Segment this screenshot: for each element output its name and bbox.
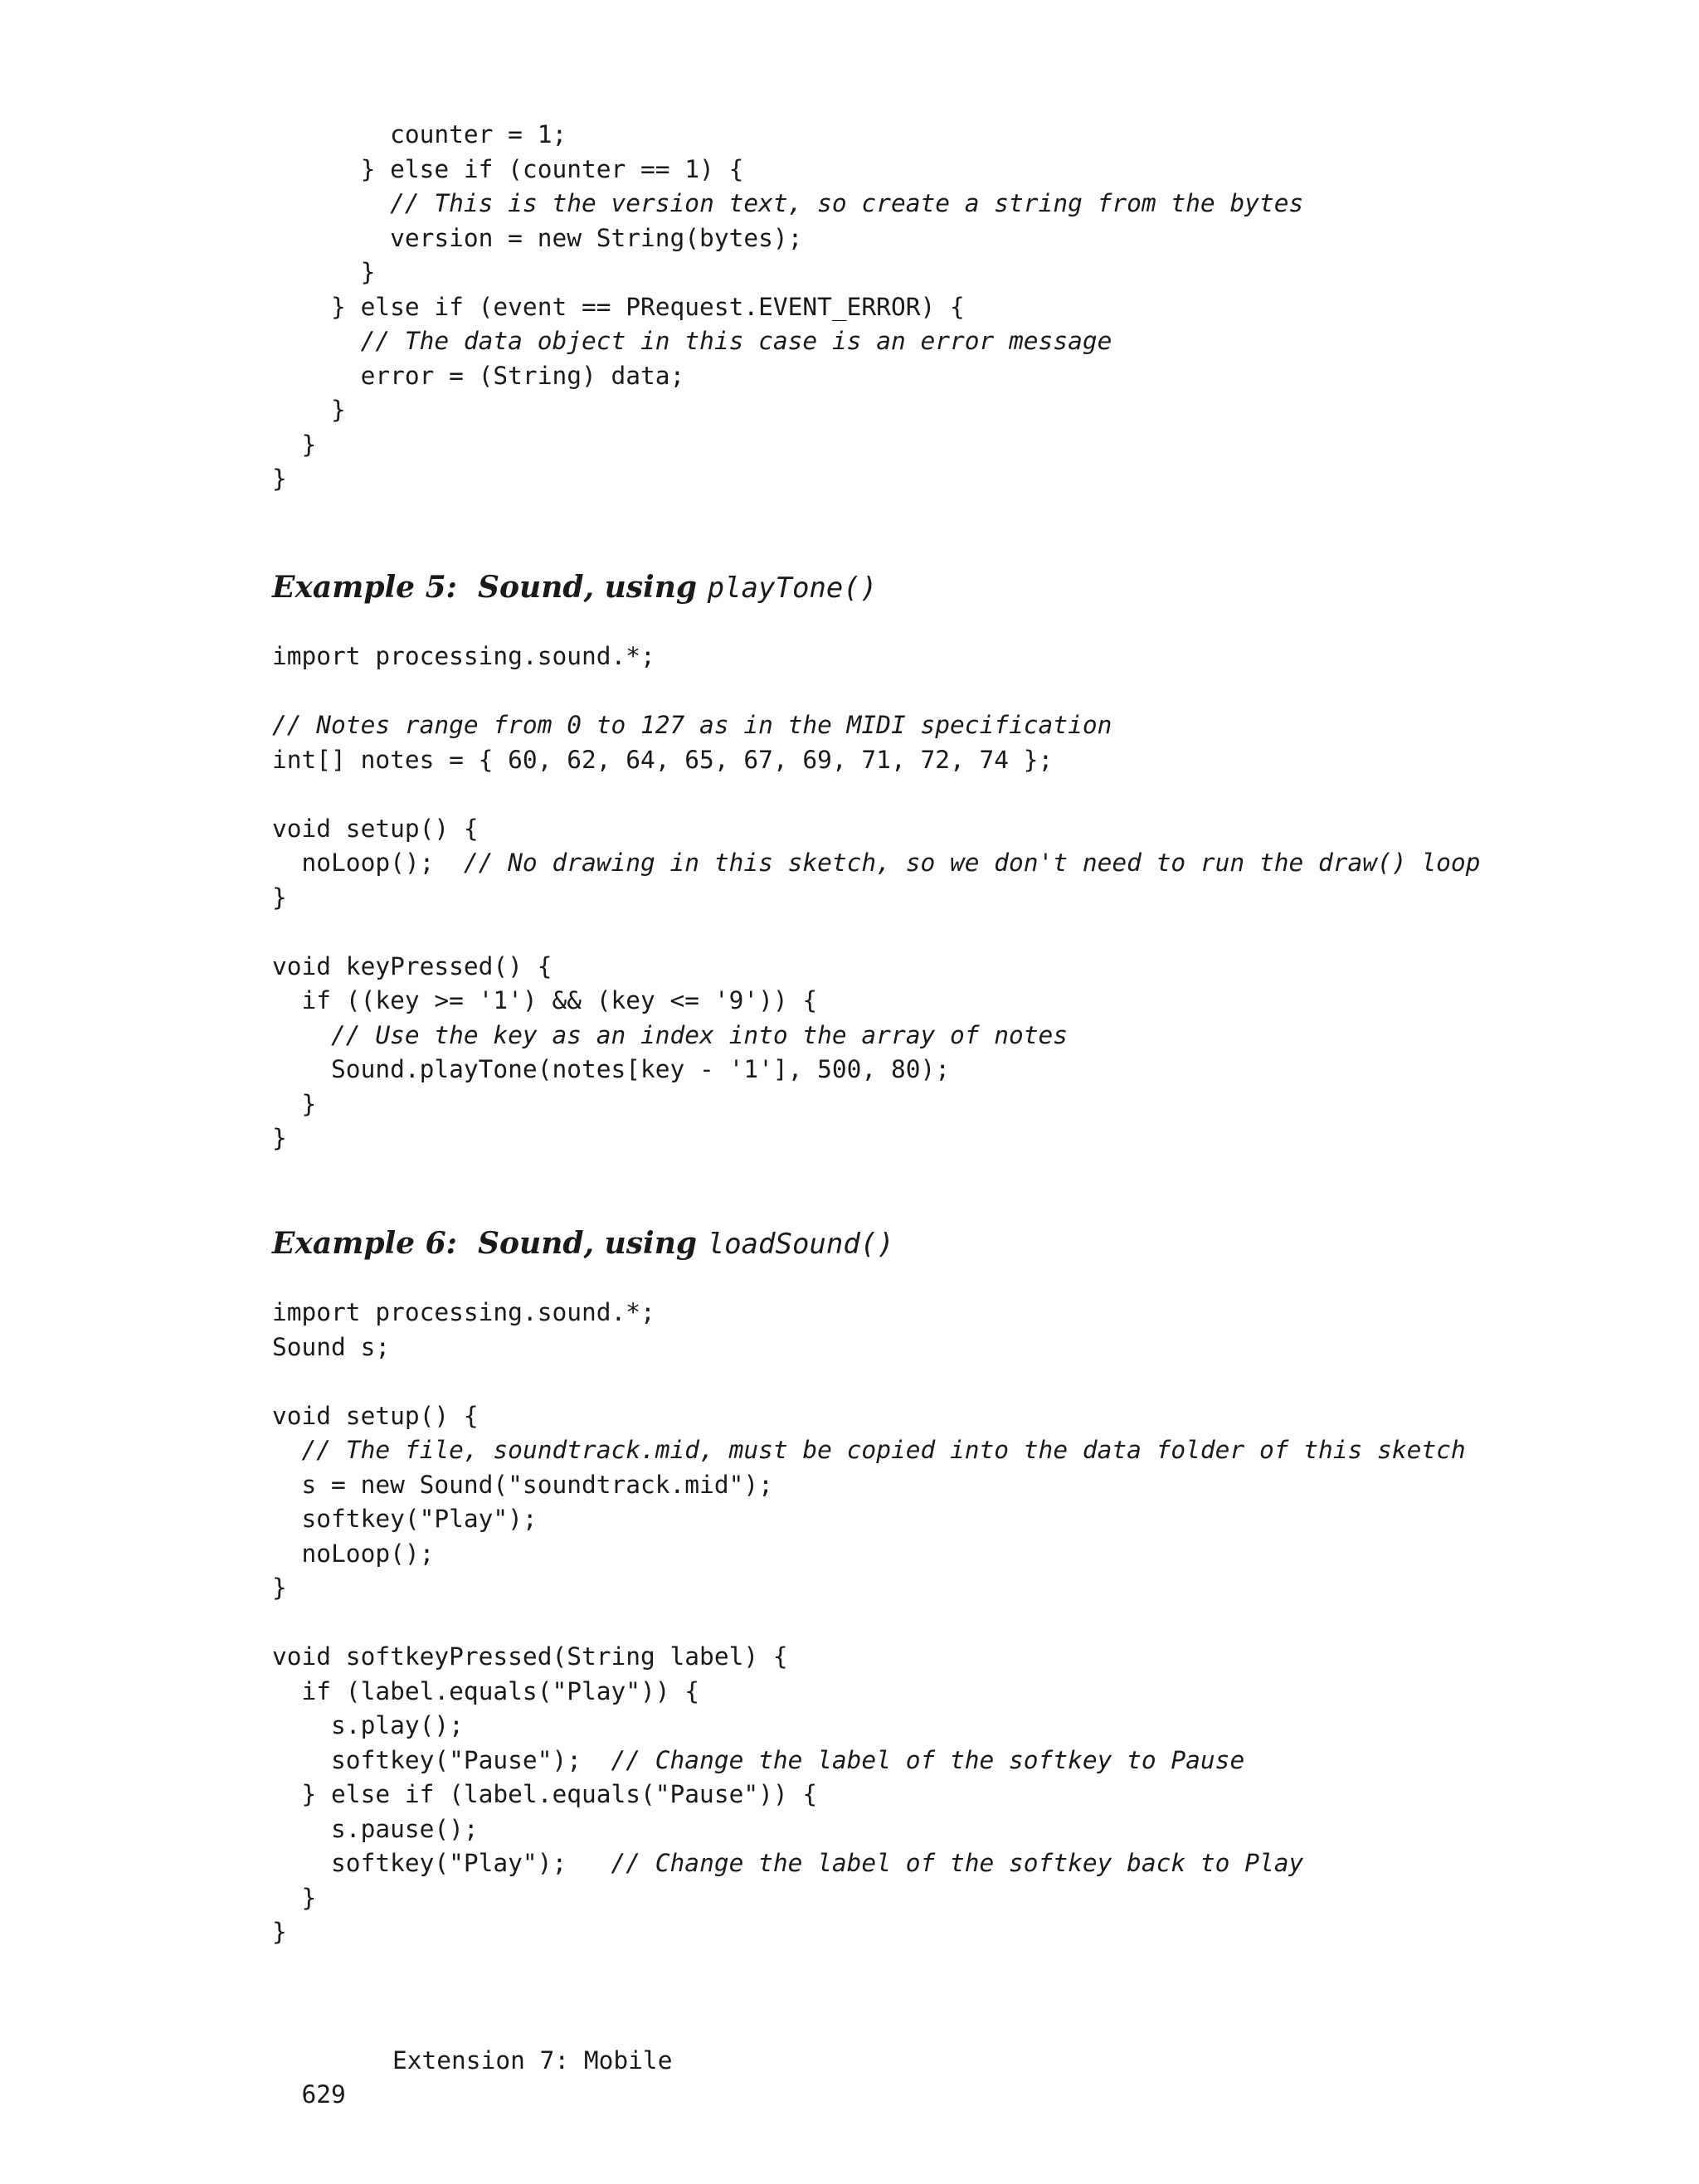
code-line [272, 255, 1303, 290]
code-text: softkey("Play"); [272, 1505, 538, 1533]
code-text: void keyPressed() { [272, 951, 553, 980]
code-block-continued [272, 118, 1303, 497]
code-comment: // Notes range from 0 to 127 as in the MIDI specification [272, 711, 1112, 739]
code-line [272, 984, 1480, 1019]
code-line [272, 393, 1303, 428]
code-text [272, 1436, 302, 1464]
code-line [272, 743, 1480, 778]
example-5-heading-function: playTone() [707, 572, 878, 605]
code-text [272, 327, 361, 355]
code-text: void softkeyPressed(String label) { [272, 1642, 788, 1671]
code-line [272, 1399, 1466, 1434]
code-text: int[] notes = { 60, 62, 64, 65, 67, 69, 71, 72, 74 }; [272, 745, 1054, 774]
code-text: s.play(); [272, 1711, 464, 1739]
code-line [272, 153, 1303, 187]
code-line [272, 915, 1480, 950]
code-text: } [272, 1883, 317, 1912]
code-text: } [272, 465, 287, 493]
code-line [272, 1087, 1480, 1122]
code-text: void setup() { [272, 1401, 479, 1430]
code-line [272, 674, 1480, 709]
code-line [272, 118, 1303, 153]
code-block-example-5 [272, 640, 1480, 1156]
code-text: if (label.equals("Play")) { [272, 1676, 700, 1705]
code-line [272, 777, 1480, 812]
code-text: Sound s; [272, 1332, 391, 1361]
code-text: } else if (event == PRequest.EVENT_ERROR) { [272, 292, 965, 321]
running-title: Extension 7: Mobile [392, 2046, 673, 2075]
example-6-heading [272, 1223, 894, 1264]
code-line [272, 1744, 1466, 1778]
code-text [272, 1021, 331, 1049]
code-line [272, 1812, 1466, 1847]
code-line [272, 324, 1303, 359]
code-text: } [272, 1124, 287, 1152]
code-line [272, 1364, 1466, 1399]
code-line [272, 1537, 1466, 1572]
code-text: import processing.sound.*; [272, 642, 655, 670]
example-6-heading-text: Example 6: Sound, using [272, 1226, 708, 1261]
code-line [272, 1675, 1466, 1710]
code-text: } [272, 1918, 287, 1946]
code-comment: // No drawing in this sketch, so we don't need to run the draw() loop [463, 849, 1481, 877]
code-comment: // This is the version text, so create a string from the bytes [390, 189, 1304, 217]
code-comment: // Use the key as an index into the array of notes [331, 1020, 1069, 1049]
page-footer [272, 2044, 673, 2146]
code-comment: // The data object in this case is an error message [360, 327, 1112, 355]
code-line [272, 881, 1480, 916]
page-number: 629 [301, 2080, 346, 2109]
code-text: } [272, 1574, 287, 1602]
code-text: Sound.playTone(notes[key - '1'], 500, 80); [272, 1055, 950, 1083]
code-line [272, 1778, 1466, 1812]
code-line [272, 846, 1480, 881]
code-line [272, 221, 1303, 256]
code-line [272, 1640, 1466, 1675]
code-text: } [272, 1089, 317, 1118]
code-line [272, 950, 1480, 985]
code-line [272, 1433, 1466, 1468]
code-line [272, 708, 1480, 743]
code-text: s = new Sound("soundtrack.mid"); [272, 1470, 773, 1499]
code-line [272, 187, 1303, 221]
code-text: softkey("Play"); [272, 1849, 611, 1877]
code-line [272, 1915, 1466, 1950]
code-line [272, 1121, 1480, 1156]
code-text: if ((key >= '1') && (key <= '9')) { [272, 986, 818, 1014]
code-block-example-6 [272, 1296, 1466, 1950]
code-text: error = (String) data; [272, 361, 685, 390]
code-line [272, 1846, 1466, 1881]
code-text: } [272, 396, 346, 424]
code-text: noLoop(); [272, 849, 464, 877]
code-line [272, 1571, 1466, 1606]
code-comment: // Change the label of the softkey to Pause [611, 1745, 1245, 1774]
example-6-heading-function: loadSound() [707, 1228, 894, 1261]
code-line [272, 1881, 1466, 1916]
code-text: softkey("Pause"); [272, 1745, 611, 1774]
code-comment: // Change the label of the softkey back to Play [611, 1849, 1304, 1877]
code-text: counter = 1; [272, 120, 567, 148]
code-line [272, 1709, 1466, 1744]
example-5-heading [272, 567, 877, 608]
code-line [272, 1019, 1480, 1053]
code-line [272, 290, 1303, 325]
code-line [272, 1296, 1466, 1330]
code-text: version = new String(bytes); [272, 223, 803, 252]
code-text: } [272, 883, 287, 912]
example-5-heading-text: Example 5: Sound, using [272, 570, 708, 605]
code-line [272, 640, 1480, 674]
code-line [272, 1053, 1480, 1087]
code-text: noLoop(); [272, 1539, 435, 1568]
code-text: import processing.sound.*; [272, 1298, 655, 1326]
code-line [272, 462, 1303, 497]
code-text: void setup() { [272, 814, 479, 843]
code-text [272, 189, 390, 217]
code-line [272, 1330, 1466, 1365]
code-line [272, 359, 1303, 394]
code-text: } else if (label.equals("Pause")) { [272, 1780, 818, 1808]
code-comment: // The file, soundtrack.mid, must be copied into the data folder of this sketch [301, 1436, 1466, 1464]
code-text: s.pause(); [272, 1814, 479, 1843]
code-line [272, 1468, 1466, 1503]
code-text: } [272, 430, 317, 459]
code-line [272, 1606, 1466, 1641]
code-line [272, 1502, 1466, 1537]
code-text: } [272, 258, 376, 286]
code-text: } else if (counter == 1) { [272, 154, 744, 183]
code-line [272, 428, 1303, 463]
code-line [272, 812, 1480, 847]
